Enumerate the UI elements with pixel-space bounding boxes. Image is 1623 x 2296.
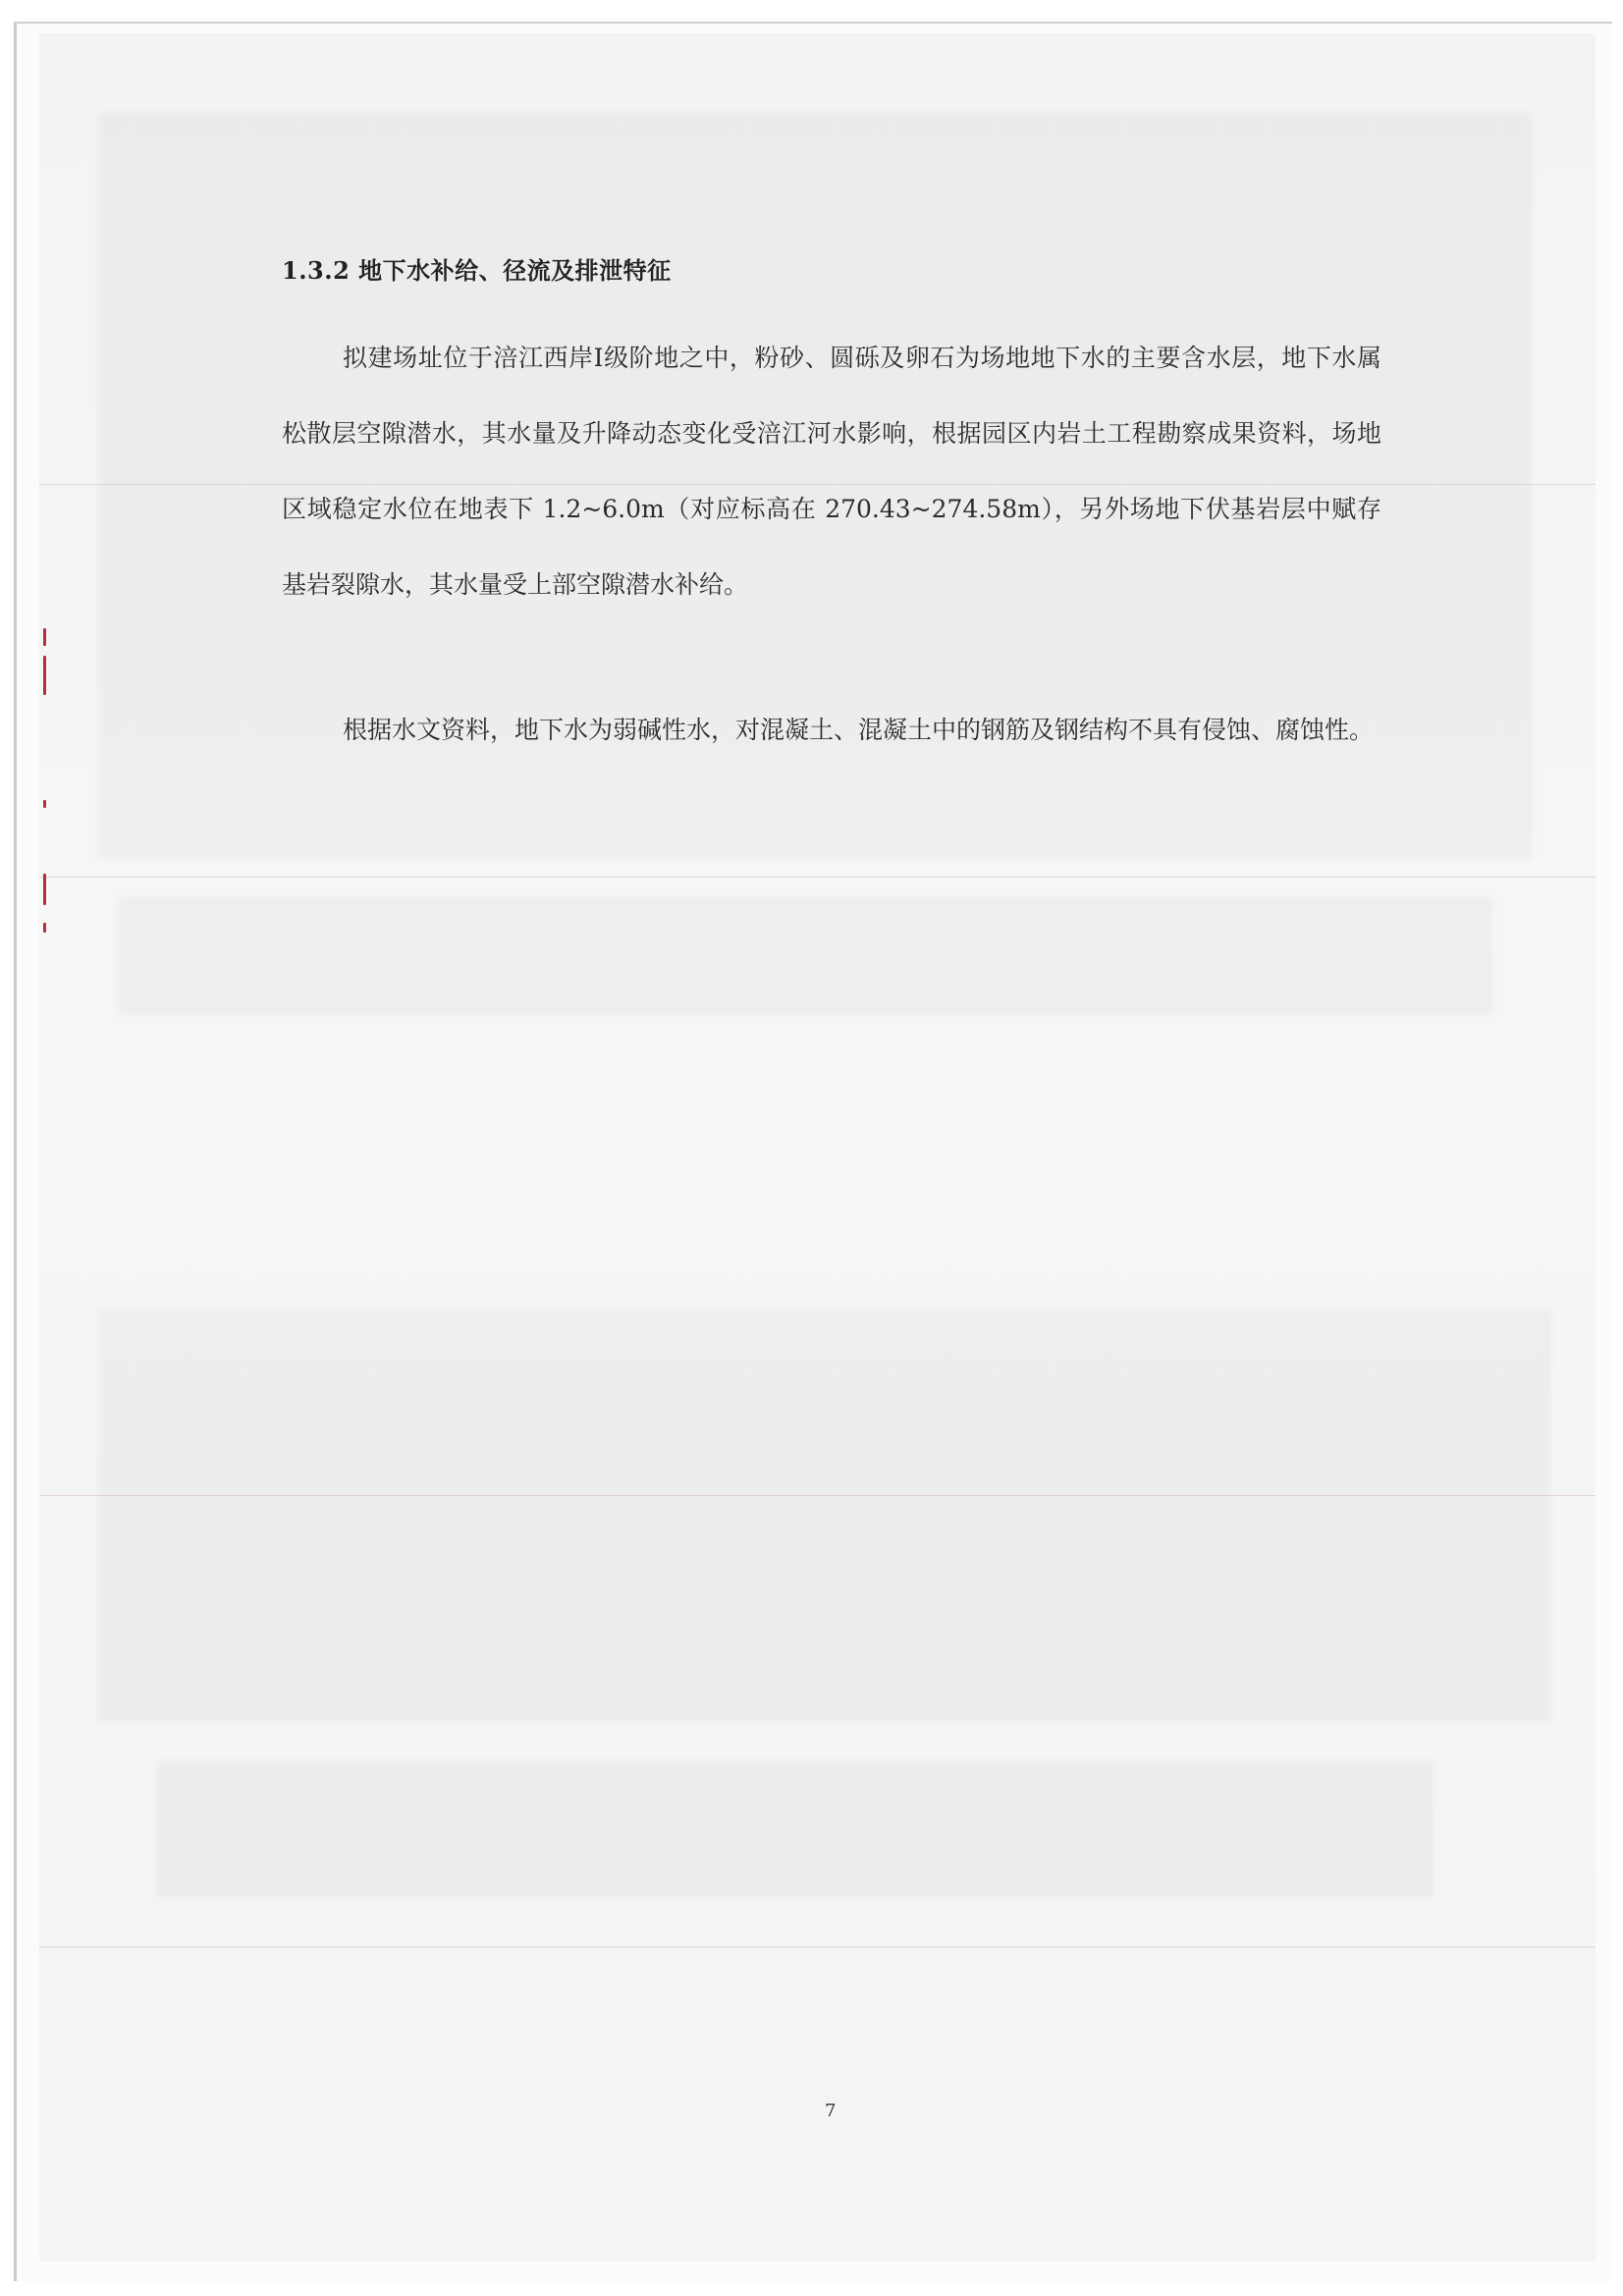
section-heading: 1.3.2 地下水补给、径流及排泄特征 (282, 256, 672, 285)
page-number: 7 (825, 2101, 837, 2121)
paragraph-groundwater: 拟建场址位于涪江西岸Ⅰ级阶地之中，粉砂、圆砾及卵石为场地地下水的主要含水层，地下水属松散层空隙潜水，其水量及升降动态变化受涪江河水影响，根据园区内岩土工程勘察成果资料，场地区域稳定水位在地表下 1.2~6.0m（对应标高在 270.43~274.58m），另外场地下伏基岩层中赋存基岩裂隙水，其水量受上部空隙潜水补给。 (282, 344, 1381, 599)
paragraph-hydrology: 根据水文资料，地下水为弱碱性水，对混凝土、混凝土中的钢筋及钢结构不具有侵蚀、腐蚀性。 (343, 716, 1375, 744)
